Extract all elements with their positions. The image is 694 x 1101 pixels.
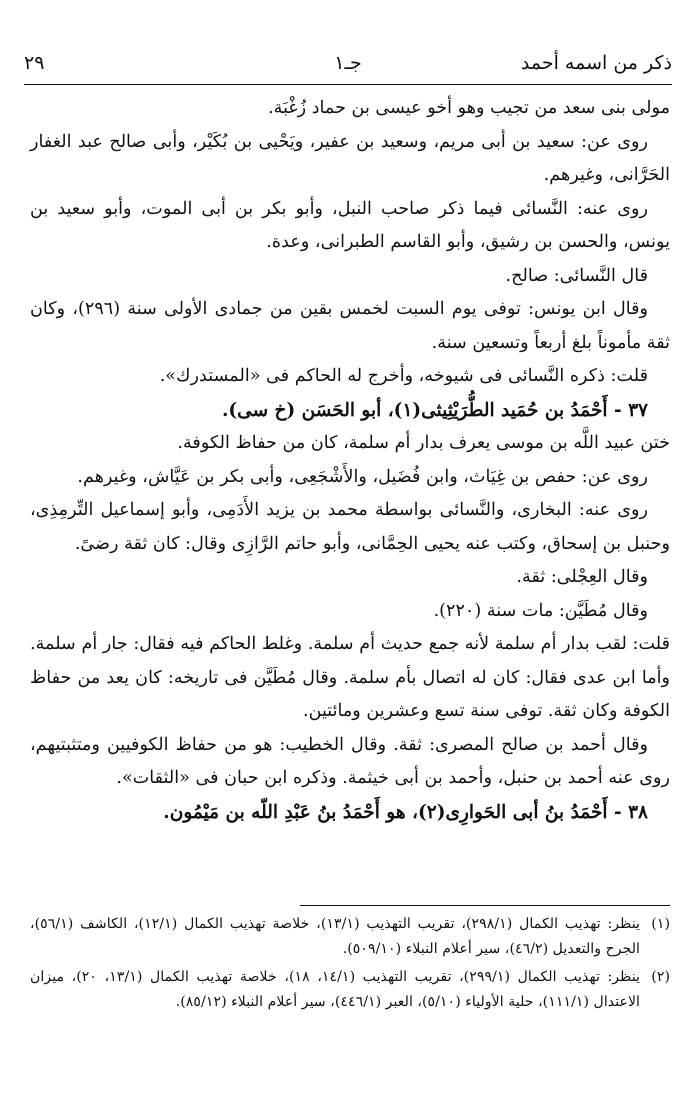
page-number: ٢٩ bbox=[24, 52, 45, 74]
paragraph: روى عنه: النَّسائى فيما ذكر صاحب النبل، وأبو بكر بن أبى الموت، وأبو سعيد بن يونس، والحسن بن رشيق، وأبو القاسم الطبرانى، وعدة. bbox=[30, 198, 670, 252]
paragraph: قال النَّسائى: صالح. bbox=[505, 265, 648, 286]
header-rule bbox=[24, 84, 672, 85]
paragraph: وقال أحمد بن صالح المصرى: ثقة. وقال الخطيب: هو من حفاظ الكوفيين ومتثبتيهم، روى عنه أحمد بن حنبل، وأحمد بن أبى خيثمة. وذكره ابن حبان فى «الثقات». bbox=[30, 734, 670, 788]
footnote bbox=[30, 965, 670, 1015]
paragraph: قلت: لقب بدار أم سلمة لأنه جمع حديث أم سلمة. وغلط الحاكم فيه فقال: جار أم سلمة. وأما ابن عدى فقال: كان له اتصال بأم سلمة. وقال مُطَيَّن فى تاريخه: كان يعد من حفاظ الكوفة وكان ثقة. توفى سنة تسع وعشرين ومائتين. bbox=[30, 634, 670, 721]
volume-label: جـ١ bbox=[334, 52, 362, 74]
running-title: ذكر من اسمه أحمد bbox=[520, 52, 672, 74]
footnote-mark: (١) bbox=[651, 916, 670, 932]
entry-heading: ٣٨ - أَحْمَدُ بنُ أبى الحَوارِى(٢)، هو أَحْمَدُ بنُ عَبْدِ اللّه بن مَيْمُون. bbox=[163, 801, 648, 823]
footnote-rule bbox=[300, 905, 670, 906]
paragraph: وقال العِجْلى: ثقة. bbox=[516, 567, 648, 587]
footnote-mark: (٢) bbox=[651, 969, 670, 985]
paragraph: مولى بنى سعد من تجيب وهو أخو عيسى بن حماد زُغْبَة. bbox=[268, 98, 670, 118]
paragraph: ختن عبيد اللَّه بن موسى يعرف بدار أم سلمة، كان من حفاظ الكوفة. bbox=[177, 433, 670, 453]
paragraph: وقال مُطَيَّن: مات سنة (٢٢٠). bbox=[433, 600, 648, 621]
paragraph: روى عنه: البخارى، والنَّسائى بواسطة محمد بن يزيد الأَدَمِى، وأبو إسماعيل التِّرمِذِى، وحنبل بن إسحاق، وكتب عنه يحيى الحِمَّانى، وأبو حاتم الرَّازِى وقال: كان ثقة رضىً. bbox=[30, 500, 670, 554]
main-text bbox=[30, 92, 670, 829]
footnote-text: ينظر: تهذيب الكمال (٢٩٩/١)، تقريب التهذيب (١٤/١، ١٨)، خلاصة تهذيب الكمال (١٣/١، ٢٠)، ميزان الاعتدال (١١١/١)، حلية الأولياء (٥/١٠)، العبر (٤٤٦/١)، سير أعلام النبلاء (٨٥/١٢). bbox=[30, 969, 640, 1010]
paragraph: قلت: ذكره النَّسائى فى شيوخه، وأخرج له الحاكم فى «المستدرك». bbox=[159, 366, 648, 386]
paragraph: وقال ابن يونس: توفى يوم السبت لخمس بقين من جمادى الأولى سنة (٢٩٦)، وكان ثقة مأموناً بلغ أربعاً وتسعين سنة. bbox=[30, 299, 670, 353]
footnote bbox=[30, 912, 670, 962]
footnote-text: ينظر: تهذيب الكمال (٢٩٨/١)، تقريب التهذيب (١٣/١)، خلاصة تهذيب الكمال (١٢/١)، الكاشف (٥٦/١)، الجرح والتعديل (٤٦/٢)، سير أعلام النبلاء (٥٠٩/١٠). bbox=[30, 916, 640, 957]
paragraph: روى عن: حفص بن غِيَاث، وابن فُضَيل، والأَشْجَعِى، وأبى بكر بن عَيَّاش، وغيرهم. bbox=[77, 466, 648, 487]
paragraph: روى عن: سعيد بن أبى مريم، وسعيد بن عفير، ويَحْيى بن بُكَيْر، وأبى صالح عبد الغفار الحَرَّانى، وغيرهم. bbox=[30, 131, 670, 185]
footnotes bbox=[30, 912, 670, 1018]
entry-heading: ٣٧ - أَحْمَدُ بن حُمَيد الطُّرَيْثِيثى(١)، أبو الحَسَن (خ سى). bbox=[221, 399, 648, 421]
page-header bbox=[24, 44, 672, 84]
